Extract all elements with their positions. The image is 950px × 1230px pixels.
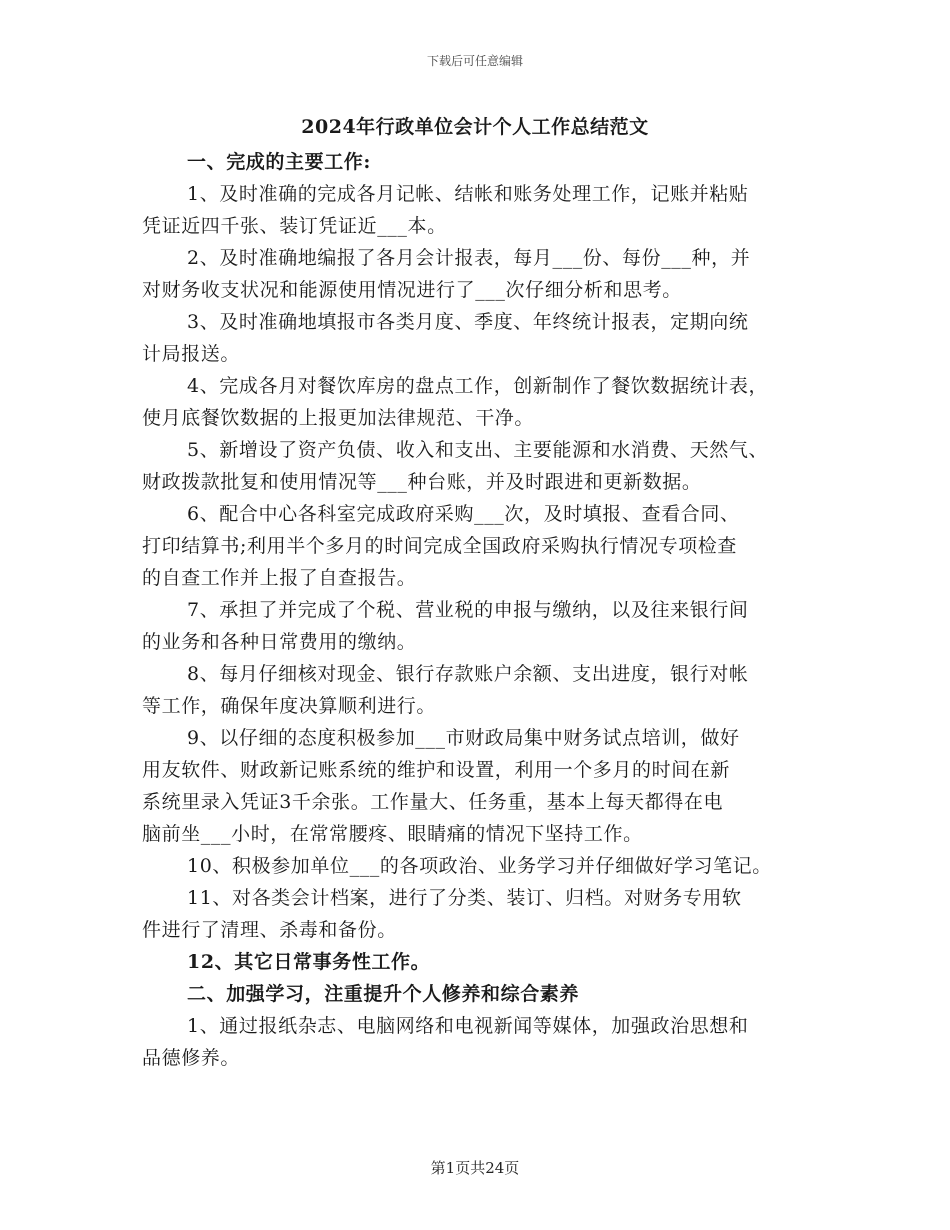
page-footer: 第1页共24页 [430, 1159, 520, 1177]
text-line: 计局报送。 [142, 343, 241, 365]
text-line: 凭证近四千张、装订凭证近___本。 [142, 215, 447, 237]
text-line: 11、对各类会计档案，进行了分类、装订、归档。对财务专用软 [187, 887, 742, 909]
document-title: 2024年行政单位会计个人工作总结范文 [301, 116, 649, 138]
text-line: 1、通过报纸杂志、电脑网络和电视新闻等媒体，加强政治思想和 [187, 1015, 749, 1037]
text-line: 10、积极参加单位___的各项政治、业务学习并仔细做好学习笔记。 [187, 855, 772, 877]
text-line: 9、以仔细的态度积极参加___市财政局集中财务试点培训，做好 [187, 727, 740, 749]
text-line: 1、及时准确的完成各月记帐、结帐和账务处理工作，记账并粘贴 [187, 183, 749, 205]
text-line: 的业务和各种日常费用的缴纳。 [142, 631, 417, 653]
text-line: 对财务收支状况和能源使用情况进行了___次仔细分析和思考。 [142, 279, 682, 301]
text-line: 脑前坐___小时，在常常腰疼、眼睛痛的情况下坚持工作。 [142, 823, 643, 845]
section-heading: 二、加强学习，注重提升个人修养和综合素养 [187, 983, 580, 1005]
text-line: 6、配合中心各科室完成政府采购___次，及时填报、查看合同、 [187, 503, 740, 525]
text-line: 8、每月仔细核对现金、银行存款账户余额、支出进度，银行对帐 [187, 663, 749, 685]
text-line: 件进行了清理、杀毒和备份。 [142, 919, 397, 941]
text-line: 财政拨款批复和使用情况等___种台账，并及时跟进和更新数据。 [142, 471, 702, 493]
text-line: 2、及时准确地编报了各月会计报表，每月___份、每份___种，并 [187, 247, 751, 269]
text-line: 5、新增设了资产负债、收入和支出、主要能源和水消费、天然气、 [187, 439, 769, 461]
document-body [142, 146, 822, 1074]
text-line: 的自查工作并上报了自查报告。 [142, 567, 417, 589]
text-line: 7、承担了并完成了个税、营业税的申报与缴纳，以及往来银行间 [187, 599, 749, 621]
text-line: 3、及时准确地填报市各类月度、季度、年终统计报表，定期向统 [187, 311, 749, 333]
text-line: 系统里录入凭证3千余张。工作量大、任务重，基本上每天都得在电 [142, 791, 724, 813]
text-line: 品德修养。 [142, 1047, 241, 1069]
text-line: 打印结算书;利用半个多月的时间完成全国政府采购执行情况专项检查 [142, 535, 738, 557]
text-line: 4、完成各月对餐饮库房的盘点工作，创新制作了餐饮数据统计表， [187, 375, 769, 397]
section-item-heading: 12、其它日常事务性工作。 [187, 951, 431, 973]
section-heading: 一、完成的主要工作: [187, 151, 372, 173]
text-line: 使月底餐饮数据的上报更加法律规范、干净。 [142, 407, 535, 429]
header-note: 下载后可任意编辑 [426, 54, 523, 68]
text-line: 等工作，确保年度决算顺利进行。 [142, 695, 437, 717]
text-line: 用友软件、财政新记账系统的维护和设置，利用一个多月的时间在新 [142, 759, 731, 781]
